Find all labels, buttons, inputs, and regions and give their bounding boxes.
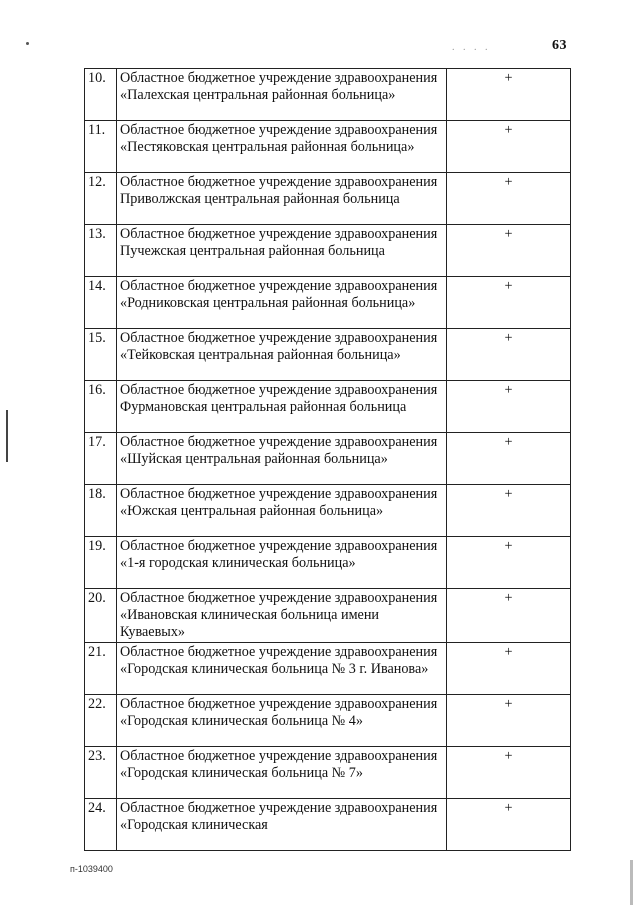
table-row [85,381,571,433]
institution-name: Областное бюджетное учреждение здравоохранения «Родниковская центральная районная больница» [117,277,447,329]
inclusion-mark: + [447,433,571,485]
table-row [85,589,571,643]
inclusion-mark: + [447,381,571,433]
table-row [85,642,571,694]
table-row [85,329,571,381]
institution-name: Областное бюджетное учреждение здравоохранения «Городская клиническая [117,798,447,850]
row-number: 18. [85,485,117,537]
institution-name: Областное бюджетное учреждение здравоохранения «Ивановская клиническая больница имени Куваевых» [117,589,447,643]
document-code: п-1039400 [70,864,113,874]
institution-name: Областное бюджетное учреждение здравоохранения «Палехская центральная районная больница» [117,69,447,121]
table-row [85,69,571,121]
row-number: 14. [85,277,117,329]
institution-name: Областное бюджетное учреждение здравоохранения Пучежская центральная районная больница [117,225,447,277]
inclusion-mark: + [447,277,571,329]
inclusion-mark: + [447,694,571,746]
row-number: 13. [85,225,117,277]
row-number: 22. [85,694,117,746]
inclusion-mark: + [447,746,571,798]
row-number: 12. [85,173,117,225]
inclusion-mark: + [447,642,571,694]
table-row [85,746,571,798]
scan-edge-mark [6,410,8,462]
row-number: 15. [85,329,117,381]
page-number: 63 [552,38,567,53]
scan-speck [26,42,29,45]
row-number: 24. [85,798,117,850]
inclusion-mark: + [447,173,571,225]
inclusion-mark: + [447,69,571,121]
inclusion-mark: + [447,329,571,381]
row-number: 17. [85,433,117,485]
table-row [85,277,571,329]
scan-right-edge [630,860,633,905]
row-number: 21. [85,642,117,694]
table-row [85,485,571,537]
table-row [85,798,571,850]
scan-dots: . . . . [452,42,491,53]
row-number: 10. [85,69,117,121]
institution-name: Областное бюджетное учреждение здравоохранения «Южская центральная районная больница» [117,485,447,537]
table-row [85,433,571,485]
inclusion-mark: + [447,121,571,173]
row-number: 23. [85,746,117,798]
table-row [85,225,571,277]
institution-name: Областное бюджетное учреждение здравоохранения «Городская клиническая больница № 7» [117,746,447,798]
inclusion-mark: + [447,225,571,277]
row-number: 11. [85,121,117,173]
inclusion-mark: + [447,485,571,537]
row-number: 19. [85,537,117,589]
inclusion-mark: + [447,537,571,589]
inclusion-mark: + [447,589,571,643]
table-body [85,69,571,851]
table-row [85,694,571,746]
institution-name: Областное бюджетное учреждение здравоохранения «Шуйская центральная районная больница» [117,433,447,485]
institution-name: Областное бюджетное учреждение здравоохранения «Городская клиническая больница № 4» [117,694,447,746]
institution-name: Областное бюджетное учреждение здравоохранения «1-я городская клиническая больница» [117,537,447,589]
row-number: 20. [85,589,117,643]
inclusion-mark: + [447,798,571,850]
institution-name: Областное бюджетное учреждение здравоохранения «Тейковская центральная районная больница» [117,329,447,381]
table-row [85,121,571,173]
table-row [85,537,571,589]
institution-name: Областное бюджетное учреждение здравоохранения Фурмановская центральная районная больница [117,381,447,433]
table-row [85,173,571,225]
institution-name: Областное бюджетное учреждение здравоохранения «Пестяковская центральная районная больница» [117,121,447,173]
institutions-table [84,68,571,851]
institution-name: Областное бюджетное учреждение здравоохранения Приволжская центральная районная больница [117,173,447,225]
row-number: 16. [85,381,117,433]
institution-name: Областное бюджетное учреждение здравоохранения «Городская клиническая больница № 3 г. Иванова» [117,642,447,694]
